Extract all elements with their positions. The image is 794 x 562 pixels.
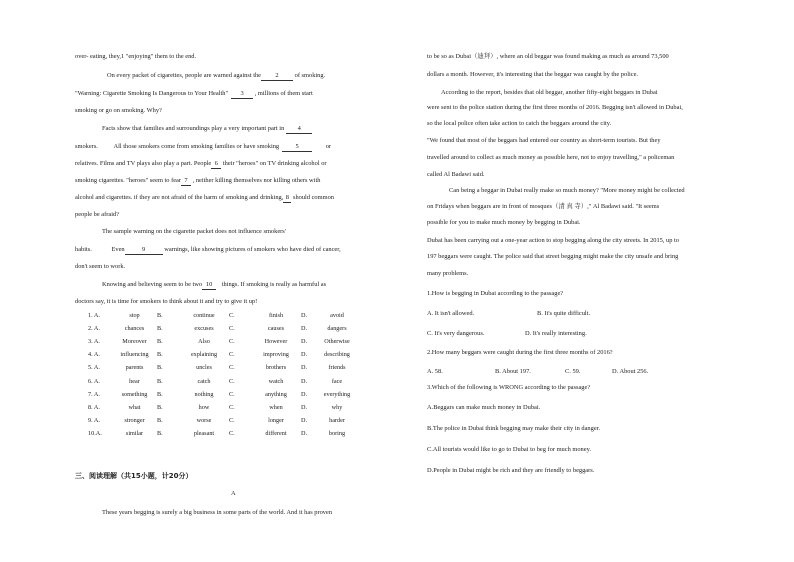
option-cell: avoid [330, 311, 344, 319]
option-cell: B. [157, 430, 163, 438]
option-cell: 5. A. [88, 364, 100, 372]
option-row [88, 375, 353, 388]
option-row [88, 401, 353, 414]
blank: 10 [202, 281, 216, 290]
option: C.All tourists would like to go to Dubai to beg for much money. [427, 446, 591, 453]
text-line: Can being a beggar in Dubai really make so much money? "More money might be collected [449, 187, 685, 194]
text-line: to be so as Dubai（迪拜）, where an old beggar was found making as much as around 73,500 [427, 53, 669, 60]
text-line: on Fridays when beggars are in front of mosques（清 真 寺）," Al Badawi said. "It seems [427, 203, 660, 210]
option-cell: D. [301, 430, 308, 438]
option: D. About 256. [612, 368, 649, 375]
option-cell: dangers [327, 324, 347, 332]
option-cell: C. [229, 417, 235, 425]
option-cell: causes [267, 324, 285, 332]
option-row [88, 322, 353, 335]
text-line: people be afraid? [75, 211, 119, 218]
question-2: 2.How many beggars were caught during the first three months of 2016? [427, 349, 613, 356]
option-row [88, 362, 353, 375]
text-line: habits. Even 9 warnings, like showing pictures of smokers who have died of cancer, [75, 246, 341, 253]
option-cell: D. [301, 377, 308, 385]
option-cell: D. [301, 324, 308, 332]
option-cell: C. [229, 351, 235, 359]
option: B. About 197. [495, 368, 531, 375]
option-cell: explaining [190, 351, 218, 359]
option-cell: B. [157, 390, 163, 398]
option: B. It's quite difficult. [537, 310, 591, 317]
text-line: many problems. [427, 270, 469, 277]
option-cell: B. [157, 364, 163, 372]
section-title: 三、阅读理解（共15小题，计20分） [75, 472, 193, 480]
option-cell: Moreover [122, 338, 147, 346]
option-cell: excuses [194, 324, 214, 332]
option-cell: B. [157, 377, 163, 385]
option: A.Beggars can make much money in Dubai. [427, 404, 541, 411]
option-cell: D. [301, 417, 308, 425]
option-cell: 10.A. [88, 430, 102, 438]
option-cell: D. [301, 390, 308, 398]
option-cell: something [121, 390, 148, 398]
text-line: doctors say, it is time for smokers to think about it and try to give it up! [75, 298, 258, 305]
option-cell: similar [125, 430, 144, 438]
option-cell: improving [263, 351, 289, 359]
blank: 9 [125, 246, 163, 255]
option: D. It's really interesting. [525, 330, 587, 337]
text-line: "Warning: Cigarette Smoking Is Dangerous to Your Health" 3 , millions of them start [75, 90, 313, 97]
option-cell: 7. A. [88, 390, 100, 398]
option-cell: D. [301, 364, 308, 372]
option-cell: C. [229, 364, 235, 372]
option-cell: everything [323, 390, 351, 398]
option-cell: 2. A. [88, 324, 100, 332]
option-cell: C. [229, 377, 235, 385]
question-1: 1.How is begging in Dubai according to the passage? [427, 290, 564, 297]
option-cell: why [331, 404, 343, 412]
option-cell: B. [157, 351, 163, 359]
option-cell: 3. A. [88, 338, 100, 346]
option-cell: C. [229, 324, 235, 332]
blank: 5 [282, 143, 312, 152]
option-row [88, 309, 353, 322]
blank: 2 [261, 72, 293, 81]
option-cell: how [198, 404, 210, 412]
question-3: 3.Which of the following is WRONG according to the passage? [427, 384, 591, 391]
option-cell: However [264, 338, 288, 346]
text-line: smoking or go on smoking. Why? [75, 107, 162, 114]
blank: 6 [211, 160, 221, 169]
option-cell: uncles [196, 364, 212, 372]
option-row [88, 335, 353, 348]
option-cell: watch [268, 377, 284, 385]
text-line: over- eating, they,1 "enjoying" them to the end. [75, 53, 197, 60]
text-line: smokers. All those smokers come from smoking families or have smoking 5 or [75, 143, 332, 150]
option-cell: C. [229, 338, 235, 346]
option-cell: worse [196, 417, 212, 425]
text-line: smoking cigarettes. "heroes" seem to fear 7 , neither killing themselves nor killing others with [75, 177, 321, 184]
option: D.People in Dubai might be rich and they are friendly to beggars. [427, 467, 595, 474]
text-line: dollars a month. However, it's interesting that the beggar was caught by the police. [427, 71, 639, 78]
option-cell: B. [157, 311, 163, 319]
text-line: so the local police often take action to catch the beggars around the city. [427, 120, 612, 127]
option-cell: chances [124, 324, 145, 332]
option-cell: B. [157, 324, 163, 332]
option-cell: continue [193, 311, 215, 319]
option: A. It isn't allowed. [427, 310, 475, 317]
text-line: called Al Badawi said. [427, 171, 485, 178]
option-cell: D. [301, 338, 308, 346]
text-line: were sent to the police station during the first three months of 2016. Begging isn't allowed in Dubai, [427, 104, 683, 111]
option-row [88, 388, 353, 401]
option-cell: 6. A. [88, 377, 100, 385]
option-cell: 1. A. [88, 311, 100, 319]
option-cell: nothing [194, 390, 214, 398]
option-cell: C. [229, 390, 235, 398]
option-cell: B. [157, 417, 163, 425]
option-cell: 9. A. [88, 417, 100, 425]
option-cell: B. [157, 404, 163, 412]
text-line: possible for you to make much money by begging in Dubai. [427, 219, 581, 226]
text-line: "We found that most of the beggars had entered our country as short-term tourists. But they [427, 137, 661, 144]
text-line: alcohol and cigarettes. if they are not afraid of the harm of smoking and drinking, 8 should common [75, 194, 334, 201]
option-cell: D. [301, 404, 308, 412]
option-cell: harder [329, 417, 345, 425]
option-cell: longer [268, 417, 284, 425]
option-cell: D. [301, 351, 308, 359]
text-line: On every packet of cigarettes, people are warned against the 2 of smoking. [107, 72, 326, 79]
option-row [88, 349, 353, 362]
text-line: According to the report, besides that old beggar, another fifty-eight beggars in Dubai [441, 89, 658, 96]
option-cell: catch [197, 377, 211, 385]
option-cell: what [128, 404, 141, 412]
option-cell: hear [129, 377, 140, 385]
option-row [88, 428, 353, 441]
option-cell: influencing [120, 351, 149, 359]
text-line: don't seem to work. [75, 263, 126, 270]
option-cell: 4. A. [88, 351, 100, 359]
option: A. 58. [427, 368, 443, 375]
blank: 3 [231, 90, 253, 99]
option-cell: parents [125, 364, 144, 372]
option-cell: pleasant [193, 430, 215, 438]
option-cell: face [331, 377, 343, 385]
text-line: Dubai has been carrying out a one-year action to stop begging along the city streets. In 2015, up to [427, 237, 680, 244]
text-line: These years begging is surely a big business in some parts of the world. And it has proven [102, 509, 333, 516]
blank: 8 [283, 194, 291, 203]
option-cell: C. [229, 430, 235, 438]
blank: 7 [181, 177, 191, 186]
option-cell: stronger [124, 417, 145, 425]
option-cell: brothers [265, 364, 287, 372]
text-line: relatives. Films and TV plays also play a part. People 6 their "heroes" on TV drinking alcohol or [75, 160, 327, 167]
option-cell: D. [301, 311, 308, 319]
option-cell: C. [229, 404, 235, 412]
option: C. It's very dangerous. [427, 330, 485, 337]
option: B.The police in Dubai think begging may make their city in danger. [427, 425, 601, 432]
option-cell: 8. A. [88, 404, 100, 412]
option-cell: Also [198, 338, 210, 346]
option-cell: boring [328, 430, 346, 438]
passage-label: A [231, 490, 236, 497]
option-row [88, 415, 353, 428]
blank: 4 [286, 125, 312, 134]
option-cell: B. [157, 338, 163, 346]
options-table [88, 309, 353, 441]
option-cell: friends [328, 364, 346, 372]
option-cell: different [265, 430, 287, 438]
option-cell: when [269, 404, 283, 412]
option-cell: finish [268, 311, 284, 319]
text-line: 197 beggars were caught. The police said that street begging might make the city unsafe and bring [427, 253, 679, 260]
option-cell: anything [265, 390, 287, 398]
text-line: Knowing and believing seem to be two 10 things. If smoking is really as harmful as [102, 281, 327, 288]
text-line: The sample warning on the cigarette packet does not influence smokers' [102, 228, 286, 235]
option-cell: describing [324, 351, 350, 359]
text-line: Facts show that families and surroundings play a very important part in 4 [102, 125, 312, 134]
option-cell: C. [229, 311, 235, 319]
option: C. 59. [565, 368, 581, 375]
option-cell: Otherwise [324, 338, 350, 346]
option-cell: stop [129, 311, 140, 319]
text-line: travelled around to collect as much money as possible here, not to enjoy travelling," a policeman [427, 154, 675, 161]
